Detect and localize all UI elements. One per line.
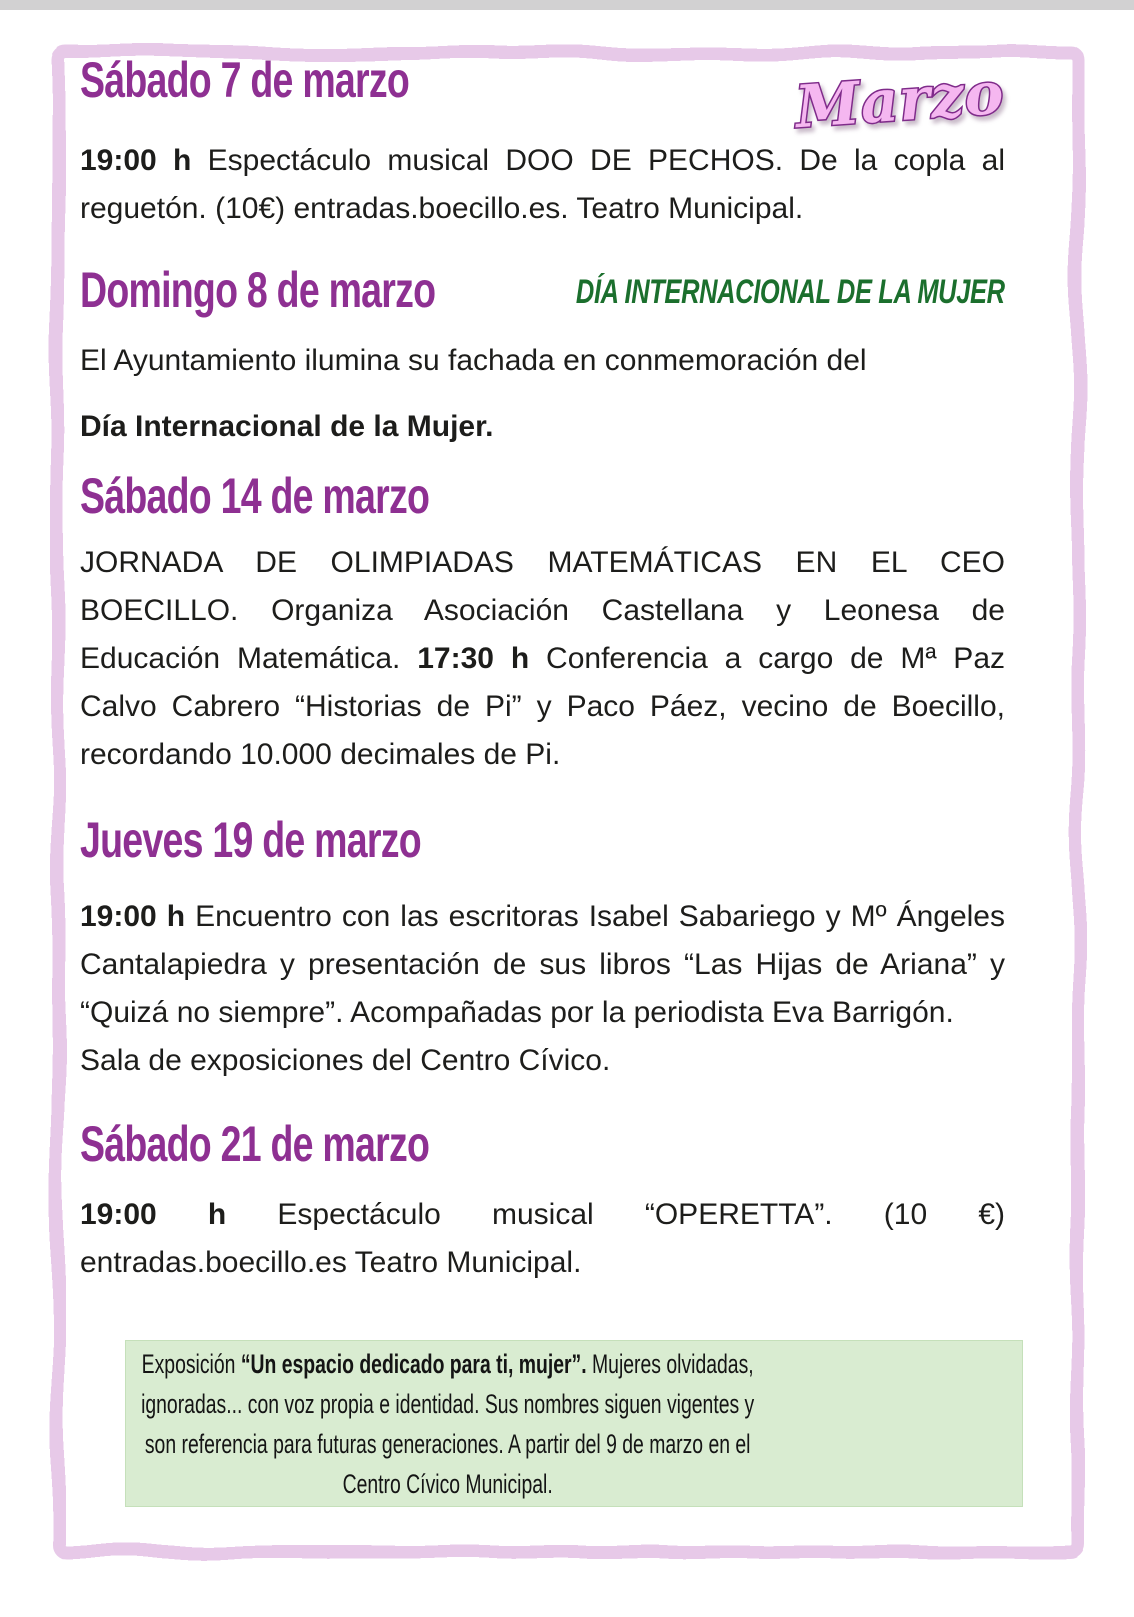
- exposition-notice: [125, 1340, 1023, 1507]
- top-strip: [0, 0, 1134, 10]
- section-jueves-19: [80, 812, 1005, 1085]
- event-description-text: Espectáculo musical “OPERETTA”. (10 €) entradas.boecillo.es Teatro Municipal.: [80, 1198, 1006, 1279]
- event-venue: Sala de exposiciones del Centro Cívico.: [80, 1044, 611, 1077]
- event-description: [80, 137, 1005, 233]
- event-time: 19:00 h: [80, 1198, 227, 1231]
- event-description: [80, 1191, 1005, 1287]
- event-time: 19:00 h: [80, 900, 186, 933]
- notice-intro: Exposición: [141, 1348, 236, 1379]
- month-badge-text: Marzo: [793, 58, 1007, 142]
- date-heading: Sábado 21 de marzo: [80, 1116, 430, 1172]
- event-time: 17:30 h: [417, 642, 530, 675]
- event-description-line-bold: Día Internacional de la Mujer.: [80, 410, 494, 443]
- date-heading-row: [80, 1116, 1005, 1172]
- section-domingo-8: [80, 262, 1005, 445]
- section-sabado-14: [80, 468, 1006, 779]
- event-description-text: Espectáculo musical DOO DE PECHOS. De la copla al reguetón. (10€) entradas.boecillo.es. Teatro Municipal.: [80, 144, 1006, 225]
- event-description-text: Encuentro con las escritoras Isabel Sabariego y Mº Ángeles Cantalapiedra y presentación de sus libros “Las Hijas de Ariana” y “Quizá no siempre”. Acompañadas por la periodista Eva Barrigón.: [80, 900, 1005, 1029]
- event-description-text: JORNADA DE OLIMPIADAS MATEMÁTICAS EN EL CEO BOECILLO. Organiza Asociación Castellana y Leonesa de Educación Matemática.: [80, 546, 1005, 675]
- event-description: [80, 539, 1005, 779]
- date-heading-row: [80, 262, 1005, 318]
- event-description-text: Conferencia a cargo de Mª Paz Calvo Cabrero “Historias de Pi” y Paco Páez, vecino de Boecillo, recordando 10.000 decimales de Pi.: [80, 642, 1006, 771]
- date-heading: Sábado 14 de marzo: [80, 468, 430, 524]
- date-heading-row: [80, 468, 1005, 524]
- flyer-content: [80, 52, 1006, 1287]
- notice-body: Mujeres olvidadas, ignoradas... con voz propia e identidad. Sus nombres siguen vigentes y son referencia para futuras generaciones. A partir del 9 de marzo en el Centro Cívico Municipal.: [141, 1348, 755, 1499]
- event-description-line: El Ayuntamiento ilumina su fachada en conmemoración del: [80, 344, 867, 377]
- date-heading-row: [80, 52, 1005, 108]
- date-heading: Domingo 8 de marzo: [80, 262, 436, 318]
- section-sabado-7: [80, 52, 1006, 233]
- date-heading: Sábado 7 de marzo: [80, 52, 410, 108]
- event-description: [80, 893, 1005, 1037]
- date-heading: Jueves 19 de marzo: [80, 812, 421, 868]
- womens-day-tagline: DÍA INTERNACIONAL DE LA MUJER: [576, 273, 1005, 311]
- notice-title: “Un espacio dedicado para ti, mujer”.: [240, 1348, 587, 1379]
- exposition-notice-text: [126, 1344, 769, 1504]
- event-time: 19:00 h: [80, 144, 192, 177]
- date-heading-row: [80, 812, 1005, 868]
- section-sabado-21: [80, 1116, 1006, 1287]
